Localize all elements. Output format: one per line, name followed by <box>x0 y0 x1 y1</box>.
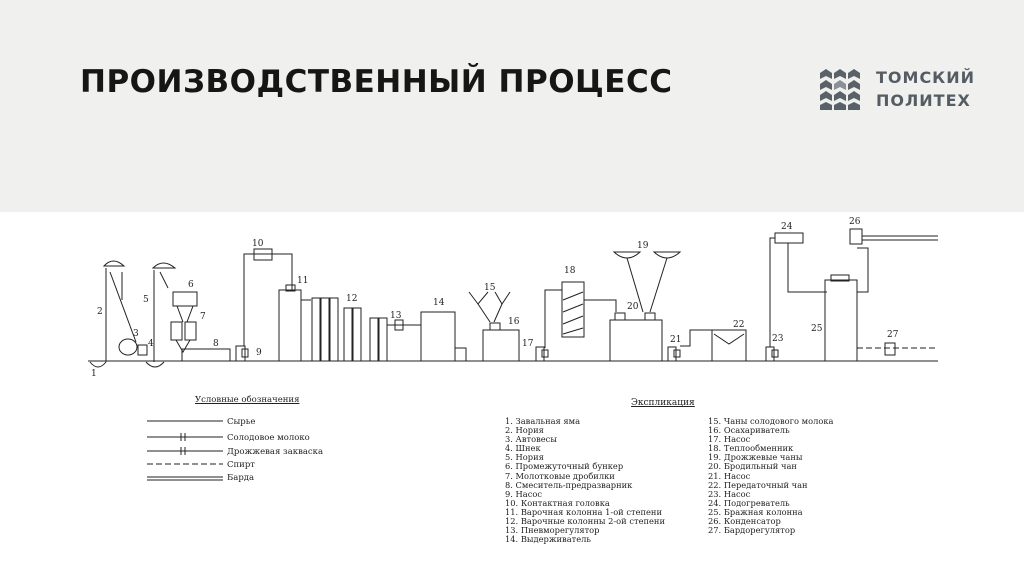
explication-item: 12. Варочные колонны 2-ой степени <box>505 516 665 527</box>
scheme-label-16: 16 <box>508 317 520 327</box>
explication-item: 13. Пневморегулятор <box>505 525 600 536</box>
legend-item-yeast: Дрожжевая закваска <box>227 447 324 457</box>
logo <box>820 66 990 114</box>
logo-mark-icon <box>820 69 864 111</box>
scheme-label-5: 5 <box>143 295 149 305</box>
explication-item: 17. Насос <box>708 434 751 445</box>
explication-item: 26. Конденсатор <box>708 516 781 527</box>
scheme-label-17: 17 <box>522 339 534 349</box>
explication-item: 22. Передаточный чан <box>708 479 808 490</box>
explication-list-left <box>505 417 665 544</box>
scheme-label-4: 4 <box>148 339 154 349</box>
explication-item: 27. Бардорегулятор <box>708 525 796 536</box>
scheme-label-13: 13 <box>390 311 402 321</box>
explication-list-right <box>708 417 833 535</box>
explication-item: 4. Шнек <box>505 443 541 454</box>
explication-item: 15. Чаны солодового молока <box>708 416 834 426</box>
scheme-label-7: 7 <box>200 312 206 322</box>
explication-item: 20. Бродильный чан <box>708 461 797 472</box>
scheme-label-11: 11 <box>297 276 309 286</box>
logo-text <box>876 66 975 112</box>
scheme-label-3: 3 <box>133 329 139 339</box>
scheme-label-12: 12 <box>346 294 358 304</box>
explication-item: 14. Выдерживатель <box>505 534 591 545</box>
explication-item: 11. Варочная колонна 1-ой степени <box>505 506 662 517</box>
legend-item-malt-milk: Солодовое молоко <box>227 433 310 443</box>
legend-line-symbols <box>147 409 227 499</box>
explication-item: 8. Смеситель-предразварник <box>505 479 633 490</box>
scheme-label-15: 15 <box>484 283 496 293</box>
scheme-label-24: 24 <box>781 222 793 232</box>
logo-line-1: ТОМСКИЙ <box>876 68 976 87</box>
page-title: ПРОИЗВОДСТВЕННЫЙ ПРОЦЕСС <box>80 64 673 100</box>
scheme-label-18: 18 <box>564 266 576 276</box>
explication-item: 6. Промежуточный бункер <box>505 461 624 472</box>
explication-item: 10. Контактная головка <box>505 497 610 508</box>
scheme-label-10: 10 <box>252 239 264 249</box>
scheme-label-20: 20 <box>627 302 639 312</box>
explication-title: Экспликация <box>631 398 695 408</box>
scheme-label-19: 19 <box>637 241 649 251</box>
scheme-label-9: 9 <box>256 348 262 358</box>
scheme-label-2: 2 <box>97 307 103 317</box>
scheme-label-26: 26 <box>849 217 861 227</box>
explication-item: 3. Автовесы <box>505 434 557 445</box>
scheme-label-22: 22 <box>733 320 745 330</box>
explication-item: 5. Нория <box>505 452 544 463</box>
legend-item-spirit: Спирт <box>227 460 255 470</box>
explication-item: 21. Насос <box>708 470 751 481</box>
scheme-label-21: 21 <box>670 335 682 345</box>
explication-item: 1. Завальная яма <box>505 416 581 426</box>
scheme-label-6: 6 <box>188 280 194 290</box>
explication-item: 16. Осахариватель <box>708 425 790 436</box>
explication-item: 23. Насос <box>708 488 751 499</box>
scheme-label-23: 23 <box>772 334 784 344</box>
logo-line-2: ПОЛИТЕХ <box>876 91 971 110</box>
explication-item: 18. Теплообменник <box>708 443 794 454</box>
explication-item: 24. Подогреватель <box>708 497 790 508</box>
scheme-label-8: 8 <box>213 339 219 349</box>
explication-item: 19. Дрожжевые чаны <box>708 452 803 463</box>
legend-item-raw: Сырье <box>227 417 256 427</box>
scheme-label-14: 14 <box>433 298 445 308</box>
explication-item: 2. Нория <box>505 425 544 436</box>
process-scheme <box>0 212 1024 392</box>
scheme-label-25: 25 <box>811 324 823 334</box>
scheme-label-27: 27 <box>887 330 899 340</box>
explication-item: 25. Бражная колонна <box>708 506 803 517</box>
scheme-label-1: 1 <box>91 369 97 379</box>
explication-item: 9. Насос <box>505 488 543 499</box>
legend-title: Условные обозначения <box>195 395 300 405</box>
legend-item-stillage: Барда <box>227 473 255 483</box>
explication-item: 7. Молотковые дробилки <box>505 470 615 481</box>
